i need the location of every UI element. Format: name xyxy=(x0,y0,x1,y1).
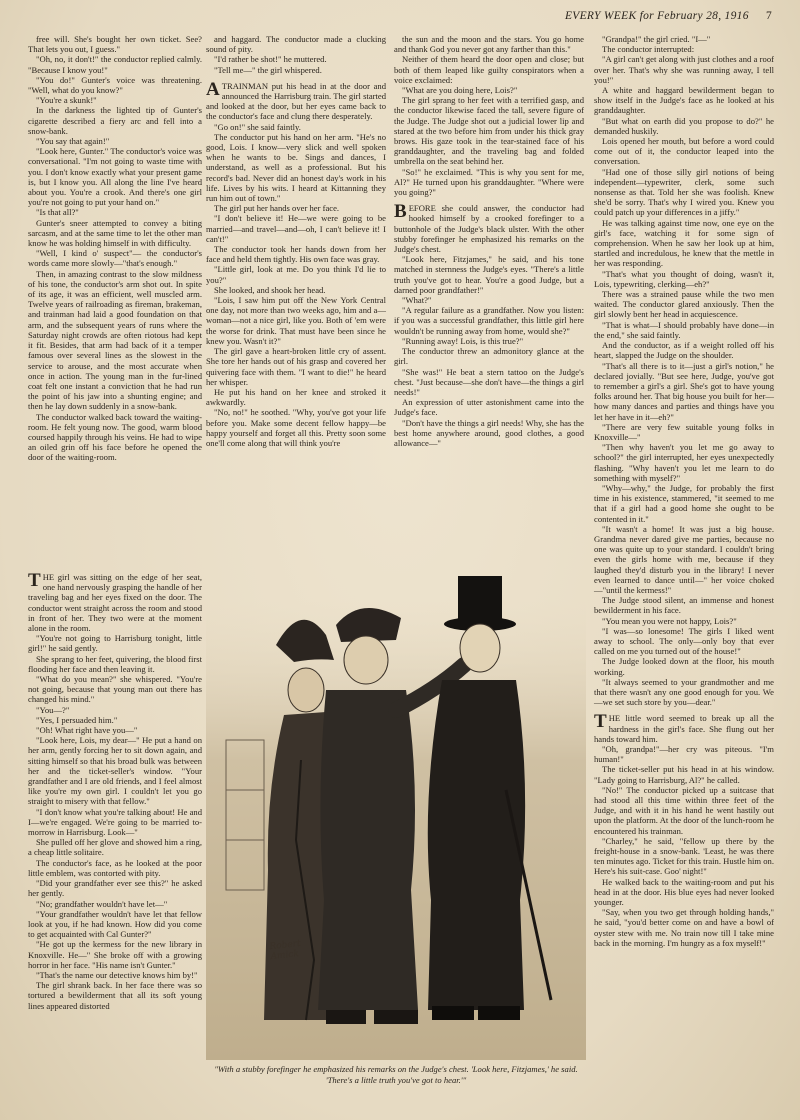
paragraph: "Say, when you two get through holding hands," he said, "you'd better come on and have a bowl of oyster stew with me. No train now till I take mine back in the morning. I'm hungry as a fox myself!" xyxy=(594,907,774,948)
artist-signature: Robert Amick xyxy=(269,938,302,963)
paragraph: "Look here, Lois, my dear—" He put a hand on her arm, gently forcing her to sit down again, and sitting himself so that his broad bulk was between her and the ticket-seller's window. "Your grandfather and I are old friends, and I feel almost like you're my own girl. I couldn't let you go straight to misery with that fellow." xyxy=(28,735,202,807)
running-head xyxy=(565,10,772,22)
paragraph: "It always seemed to your grandmother and me that there wasn't any one good enough for you. We—we set such store by you—dear." xyxy=(594,676,774,708)
illustration-drawing xyxy=(206,540,586,1060)
paragraph: "What?" xyxy=(402,295,432,306)
paragraph: A white and haggard bewilderment began to show itself in the Judge's face as he looked at his granddaughter. xyxy=(594,85,774,116)
page-number: 7 xyxy=(765,10,772,22)
paragraph: "Yes, I persuaded him." xyxy=(36,714,118,725)
paragraph: "You're not going to Harrisburg tonight, little girl!" he said gently. xyxy=(28,633,202,654)
paragraph: Lois opened her mouth, but before a word could come out of it, the conductor leaped into the conversation. xyxy=(594,136,774,167)
paragraph: free will. She's bought her own ticket. See? That lets you out, I guess." xyxy=(28,34,202,55)
paragraph: "She was!" He beat a stern tattoo on the Judge's chest. "Just because—she don't have—the things a girl needs!" xyxy=(394,366,584,397)
paragraph: "Oh! What right have you—" xyxy=(36,725,138,736)
paragraph: "What do you mean?" she whispered. "You're not going, because that young man out there has changed his mind." xyxy=(28,674,202,705)
paragraph: "I'd rather be shot!" he muttered. xyxy=(214,54,327,65)
paragraph: "That's the name our detective knows him by!" xyxy=(36,969,198,980)
paragraph: An expression of utter astonishment came into the Judge's face. xyxy=(394,397,584,418)
paragraph: In the darkness the lighted tip of Gunter's cigarette described a fiery arc and fell into a snow-bank. xyxy=(28,105,202,136)
paragraph: And the conductor, as if a weight rolled off his heart, slapped the Judge on the shoulder. xyxy=(594,340,774,361)
paragraph: The girl put her hands over her face. xyxy=(214,203,340,214)
paragraph: "You mean you were not happy, Lois?" xyxy=(602,615,737,626)
paragraph: "So!" he exclaimed. "This is why you sent for me, Al?" He turned upon his granddaughter. "Where were you going?" xyxy=(394,166,584,198)
paragraph: "Had one of those silly girl notions of being independent—typewriter, clerk, some such nonsense as that. Told her she was foolish. Knew she'd be sorry. That's why I wired you. Knew you could patch up your differences in a jiffy." xyxy=(594,166,774,218)
paragraph: "But what on earth did you propose to do?" he demanded huskily. xyxy=(594,115,774,136)
paragraph: "You say that again!" xyxy=(36,136,110,147)
paragraph: The ticket-seller put his head in at his window. "Lady going to Harrisburg, Al?" he called. xyxy=(594,764,774,785)
paragraph: "Oh, no, it don't!" the conductor replied calmly. "Because I know you!" xyxy=(28,54,202,75)
paragraph: Then, in amazing contrast to the slow mildness of his tone, the conductor's arm shot out. In spite of its age, it was an efficient, well muscled arm. Twelve years of railroading as fireman, brakeman, and trainman had laid a good foundation on that arm, and the subsequent years of runs where the Saturday night crowds are often riotous had kept it fit. Besides, that arm had back of it a temper famous over several lines as the slowest in the service to arouse, and the most accurate when once in action. The young man in the fur-lined coat felt one instant a conviction that he had run the point of his jaw into a shunting engine; and then he lay down suddenly in a snow-bank. xyxy=(28,268,202,412)
paragraph: "You're a skunk!" xyxy=(36,95,97,106)
paragraph: "Oh, grandpa!"—her cry was piteous. "I'm human!" xyxy=(594,744,774,765)
paragraph: "Did your grandfather ever see this?" he asked her gently. xyxy=(28,878,202,899)
text-column-1-lower xyxy=(28,566,202,1086)
illustration-caption: "With a stubby forefinger he emphasized his remarks on the Judge's chest. 'Look here, Fitzjames,' he said. 'There's a little truth you've got to hear.'" xyxy=(214,1064,578,1085)
story-illustration xyxy=(206,540,586,1060)
paragraph: "Tell me—" the girl whispered. xyxy=(214,64,322,75)
paragraph: and haggard. The conductor made a clucking sound of pity. xyxy=(206,34,386,55)
paragraph: "Your grandfather wouldn't have let that fellow look at you, if he had known. How did you come to get acquainted with Cal Gunter?" xyxy=(28,908,202,940)
paragraph: "Running away! Lois, is this true?" xyxy=(402,335,524,346)
paragraph: The Judge stood silent, an immense and honest bewilderment in his face. xyxy=(594,595,774,616)
paragraph: He was talking against time now, one eye on the girl's face, watching it for some sign of comprehension. When he saw her look up at him, startled and incredulous, he knew that the mettle in her was responding. xyxy=(594,217,774,269)
paragraph: The girl sprang to her feet with a terrified gasp, and the conductor likewise faced the tall, severe figure of the Judge. The Judge shot out a judicial lower lip and stared at the two before him from under his thick gray brows. His gaze took in the tear-stained face of his granddaughter, and the traveling bag and folded umbrella on the seat behind her. xyxy=(394,95,584,167)
paragraph: The girl shrank back. In her face there was so tortured a bewilderment that all its soft young lines appeared distorted xyxy=(28,980,202,1011)
paragraph: the sun and the moon and the stars. You go home and thank God you never got any farther than this." xyxy=(394,34,584,55)
paragraph: "What are you doing here, Lois?" xyxy=(402,85,518,96)
paragraph: "Charley," he said, "fellow up there by the freight-house in a snow-bank. 'Least, he was there ten minutes ago. Ticket for this train. Hustle him on. Here's his suit-case. Goo' night!" xyxy=(594,835,774,877)
paragraph: "Is that all?" xyxy=(36,207,79,218)
paragraph: "That's what you thought of doing, wasn't it, Lois, typewriting, clerking—eh?" xyxy=(594,268,774,289)
paragraph: "You—?" xyxy=(36,704,70,715)
paragraph: "I was—so lonesome! The girls I liked went away to school. The only—only boy that ever called on me you turned out of the house!" xyxy=(594,625,774,657)
paragraph: The conductor interrupted: xyxy=(602,44,695,55)
paragraph: "You do!" Gunter's voice was threatening. "Well, what do you know?" xyxy=(28,74,202,96)
paragraph: "Grandpa!" the girl cried. "I—" xyxy=(602,34,711,44)
paragraph: "Look here, Fitzjames," he said, and his tone matched in sternness the Judge's eyes. "There's a little truth you've got to hear. You're a good Judge, but a darned poor grandfather!" xyxy=(394,254,584,295)
paragraph: The Judge looked down at the floor, his mouth working. xyxy=(594,656,774,677)
paragraph: "Go on!" she said faintly. xyxy=(214,121,301,132)
paragraph: "Lois, I saw him put off the New York Central one day, not more than two weeks ago, him and a—woman—not a nice girl, like you. Both of 'em were the worse for drink. That must have been since he knew you. Wasn't it?" xyxy=(206,295,386,346)
paragraph: "Little girl, look at me. Do you think I'd lie to you?" xyxy=(206,264,386,285)
paragraph: "I don't believe it! He—we were going to be married—and travel—and—oh, I can't believe it! I can't!" xyxy=(206,213,386,244)
paragraph: The conductor's face, as he looked at the poor little emblem, was contorted with pity. xyxy=(28,857,202,878)
paragraph: Gunter's sneer attempted to convey a biting sarcasm, and at the same time to let the other man know he was holding himself in with difficulty. xyxy=(28,217,202,249)
paragraph: Neither of them heard the door open and close; but both of them leaped like guilty conspirators when a voice exclaimed: xyxy=(394,54,584,85)
paragraph: The conductor put his hand on her arm. "He's no good, Lois. I know—very slick and well spoken when he wants to be. Sings and dances, I understand, as well as a professional. But his record's bad. Never did an honest day's work in his life. Lives by his wits. I heard at Kittanning they run him out of town." xyxy=(206,131,386,204)
paragraph: She looked, and shook her head. xyxy=(214,284,326,295)
paragraph: She sprang to her feet, quivering, the blood first flooding her face and then leaving it. xyxy=(28,653,202,674)
paragraph: "No, no!" he soothed. "Why, you've got your life before you. Make some decent fellow happy—be happy yourself and forget all this. Pretty soon some one'll come along that will think you're xyxy=(206,407,386,448)
paragraph: "A girl can't get along with just clothes and a roof over her. That's why she was running away, I tell you!" xyxy=(594,54,774,85)
paragraph: "It wasn't a home! It was just a big house. Grandma never dared give me parties, because no one was quite up to your standard. I couldn't bring even the girls home with me, because if they laughed they'd disturb you in the library! I never even learned to dance until—" her voice choked—"until the kermess!" xyxy=(594,523,774,595)
paragraph: THE little word seemed to break up all the hardness in the girl's face. She flung out her hands toward him. xyxy=(594,711,774,744)
paragraph: The girl gave a heart-broken little cry of assent. She tore her hands out of his grasp and covered her quivering face with them. "I want to die!" he heard her whisper. xyxy=(206,346,386,387)
paragraph: "No; grandfather wouldn't have let—" xyxy=(36,898,168,909)
text-column-4 xyxy=(594,34,774,1110)
paragraph: "I don't know what you're talking about! He and I—we're engaged. We're going to be married to-morrow in Harrisburg. Look—" xyxy=(28,806,202,838)
paragraph: "That's all there is to it—just a girl's notion," he declared jovially. "But see here, Judge, you've got to remember a girl's a girl. She's got to have young folks around her. That big house you built for her—how many dances and parties and things have you let her have in it—eh?" xyxy=(594,360,774,422)
text-column-2 xyxy=(206,34,386,504)
paragraph: THE girl was sitting on the edge of her seat, one hand nervously grasping the handle of her traveling bag and her eyes fixed on the door. The conductor went straight across the room and stood in front of her. They two were at the moment alone in the room. xyxy=(28,570,202,634)
paragraph: "No!" The conductor picked up a suitcase that had stood all this time within three feet of the Judge, and with it in his hand he went hastily out upon the platform. At the door of the lunch-room he encountered his trainman. xyxy=(594,784,774,836)
paragraph: "Look here, Gunter." The conductor's voice was conversational. "I'm not going to waste time with you. I don't know exactly what your present game is, but I know you. All along the line I've heard about you. You're a crook. And there's one girl you're not going to put your hand on." xyxy=(28,146,202,208)
paragraph: BEFORE she could answer, the conductor had hooked himself by a crooked forefinger to a buttonhole of the Judge's black ulster. With the other stubby forefinger he emphasized his remarks on the Judge's chest. xyxy=(394,201,584,255)
paragraph: ATRAINMAN put his head in at the door and announced the Harrisburg train. The girl started and looked at the door, but her eyes came back to the conductor's face and clung there desperately. xyxy=(206,78,386,122)
paragraph: The conductor threw an admonitory glance at the girl. xyxy=(394,346,584,367)
paragraph: "Don't have the things a girl needs! Why, she has the best home anywhere around, good clothes, a good allowance—" xyxy=(394,417,584,448)
paragraph: "Why—why," the Judge, for probably the first time in his existence, stammered, "it seemed to me that if a girl had a good home she ought to be contented in it." xyxy=(594,482,774,524)
paragraph: "He got up the kermess for the new library in Knoxville. He—" She broke off with a growing horror in her face. "His name isn't Gunter." xyxy=(28,939,202,970)
paragraph: The conductor walked back toward the waiting-room. He felt young now. The good, warm blood coursed happily through his veins. He had to wipe an oiled grin off his face before he opened the door of the waiting-room. xyxy=(28,411,202,463)
paragraph: He put his hand on her knee and stroked it awkwardly. xyxy=(206,386,386,408)
paragraph: The conductor took her hands down from her face and held them tightly. His own face was gray. xyxy=(206,244,386,265)
paragraph: She pulled off her glove and showed him a ring, a cheap little solitaire. xyxy=(28,837,202,858)
paragraph: "Well, I kind o' suspect"— the conductor's words came more slowly—"that's enough." xyxy=(28,248,202,269)
paragraph: There was a strained pause while the two men waited. The conductor glared anxiously. Then the girl slowly bent her head in acquiescence. xyxy=(594,289,774,320)
paragraph: He walked back to the waiting-room and put his head in at the door. His blue eyes had never looked younger. xyxy=(594,876,774,908)
paragraph: "That is what—I should probably have done—in the end," she said faintly. xyxy=(594,319,774,340)
paragraph: "A regular failure as a grandfather. Now you listen: if you was a successful grandfather, this little girl here wouldn't be running away from home, would she?" xyxy=(394,305,584,336)
paragraph: "Then why haven't you let me go away to school?" the girl interrupted, her eyes unexpectedly flashing. "Why haven't you let me learn to do something with myself?" xyxy=(594,442,774,483)
text-column-3 xyxy=(394,34,584,448)
paragraph: "There are very few suitable young folks in Knoxville—" xyxy=(594,421,774,442)
text-column-1 xyxy=(28,34,202,564)
running-head-title: EVERY WEEK for February 28, 1916 xyxy=(564,10,749,22)
